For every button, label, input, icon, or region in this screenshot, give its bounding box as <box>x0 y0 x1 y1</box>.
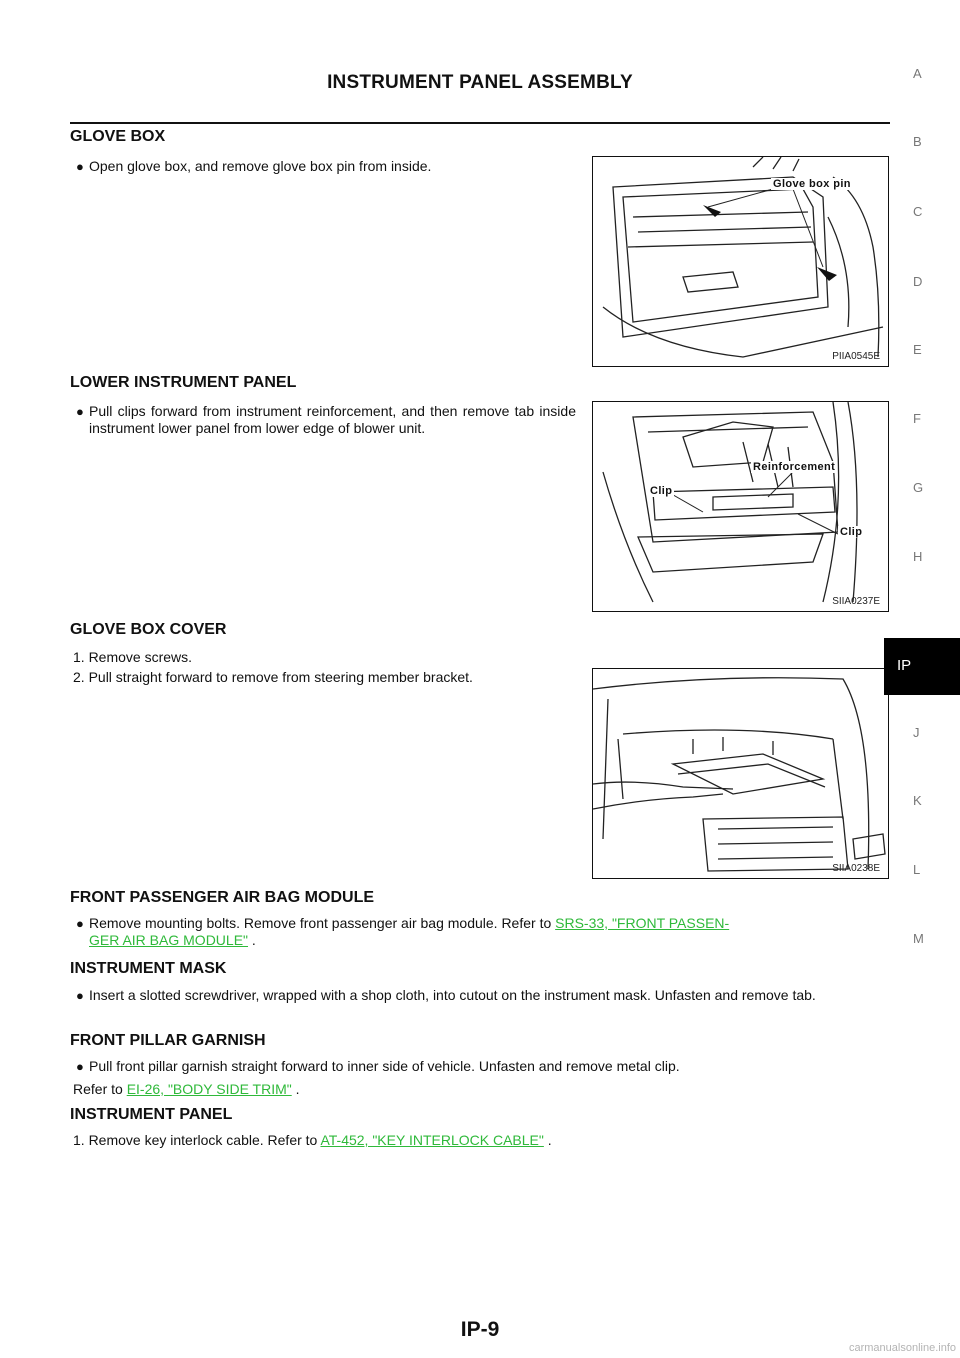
bullet-icon: ● <box>76 404 84 419</box>
page-number: IP-9 <box>460 1318 500 1341</box>
link-srs-33[interactable]: SRS-33, "FRONT PASSEN- <box>555 915 730 931</box>
figure-code: PIIA0545E <box>832 351 880 362</box>
index-letter-k[interactable]: K <box>913 793 922 808</box>
section-heading-instrument-mask: INSTRUMENT MASK <box>70 960 227 977</box>
bullet-glove-box: ● Open glove box, and remove glove box pin from inside. <box>76 158 432 174</box>
callout-clip-left: Clip <box>650 485 673 497</box>
bullet-icon: ● <box>76 1059 84 1074</box>
section-heading-glove-box: GLOVE BOX <box>70 128 166 145</box>
callout-reinforcement: Reinforcement <box>753 461 836 473</box>
refer-body-side-trim: Refer to EI-26, "BODY SIDE TRIM" . <box>73 1081 300 1097</box>
glove-box-cover-illustration <box>593 669 888 878</box>
figure-lower-instrument-panel <box>592 401 889 612</box>
lower-panel-illustration <box>593 402 888 611</box>
page-title: INSTRUMENT PANEL ASSEMBLY <box>327 72 633 93</box>
index-letter-j[interactable]: J <box>913 725 920 740</box>
link-at-452[interactable]: AT-452, "KEY INTERLOCK CABLE" <box>320 1132 544 1148</box>
index-letter-b[interactable]: B <box>913 134 922 149</box>
watermark: carmanualsonline.info <box>848 1342 956 1354</box>
index-letter-e[interactable]: E <box>913 342 922 357</box>
bullet-icon: ● <box>76 159 84 174</box>
link-ei-26[interactable]: EI-26, "BODY SIDE TRIM" <box>126 1081 292 1097</box>
bullet-instrument-mask: ● Insert a slotted screwdriver, wrapped with a shop cloth, into cutout on the instrument mask. Unfasten and remove tab. <box>76 987 816 1003</box>
index-letter-f[interactable]: F <box>913 411 921 426</box>
figure-code: SIIA0237E <box>832 596 880 607</box>
index-letter-l[interactable]: L <box>913 862 921 877</box>
bullet-icon: ● <box>76 916 84 931</box>
step-1-key-interlock: 1. Remove key interlock cable. Refer to AT-452, "KEY INTERLOCK CABLE" . <box>73 1132 552 1148</box>
bullet-lower-instrument-panel: ● Pull clips forward from instrument reinforcement, and then remove tab inside instrument lower panel from lower edge of blower unit. <box>76 403 576 436</box>
index-letter-m[interactable]: M <box>913 931 924 946</box>
index-tab-ip-active[interactable]: IP <box>884 638 960 695</box>
index-letter-d[interactable]: D <box>913 274 923 289</box>
figure-glove-box <box>592 156 889 367</box>
header-rule <box>70 122 890 124</box>
index-letter-h[interactable]: H <box>913 549 923 564</box>
figure-glove-box-cover <box>592 668 889 879</box>
callout-glove-box-pin: Glove box pin <box>773 178 851 190</box>
index-letter-c[interactable]: C <box>913 204 923 219</box>
bullet-air-bag-module: ● Remove mounting bolts. Remove front passenger air bag module. Refer to SRS-33, "FRONT PASSEN- GER AIR BAG MODULE" . <box>76 915 730 948</box>
section-heading-lower-instrument-panel: LOWER INSTRUMENT PANEL <box>70 374 297 391</box>
step-2-pull-forward: 2. Pull straight forward to remove from steering member bracket. <box>73 669 473 685</box>
section-heading-air-bag-module: FRONT PASSENGER AIR BAG MODULE <box>70 889 375 906</box>
bullet-icon: ● <box>76 988 84 1003</box>
section-heading-instrument-panel: INSTRUMENT PANEL <box>70 1106 233 1123</box>
link-srs-33-cont[interactable]: GER AIR BAG MODULE" <box>89 932 249 948</box>
figure-code: SIIA0238E <box>832 863 880 874</box>
index-letter-a[interactable]: A <box>913 66 922 81</box>
bullet-front-pillar-garnish: ● Pull front pillar garnish straight forward to inner side of vehicle. Unfasten and remove metal clip. <box>76 1058 680 1074</box>
section-heading-front-pillar-garnish: FRONT PILLAR GARNISH <box>70 1032 266 1049</box>
step-1-remove-screws: 1. Remove screws. <box>73 649 193 665</box>
index-letter-g[interactable]: G <box>913 480 924 495</box>
section-heading-glove-box-cover: GLOVE BOX COVER <box>70 621 227 638</box>
callout-clip-right: Clip <box>840 526 863 538</box>
